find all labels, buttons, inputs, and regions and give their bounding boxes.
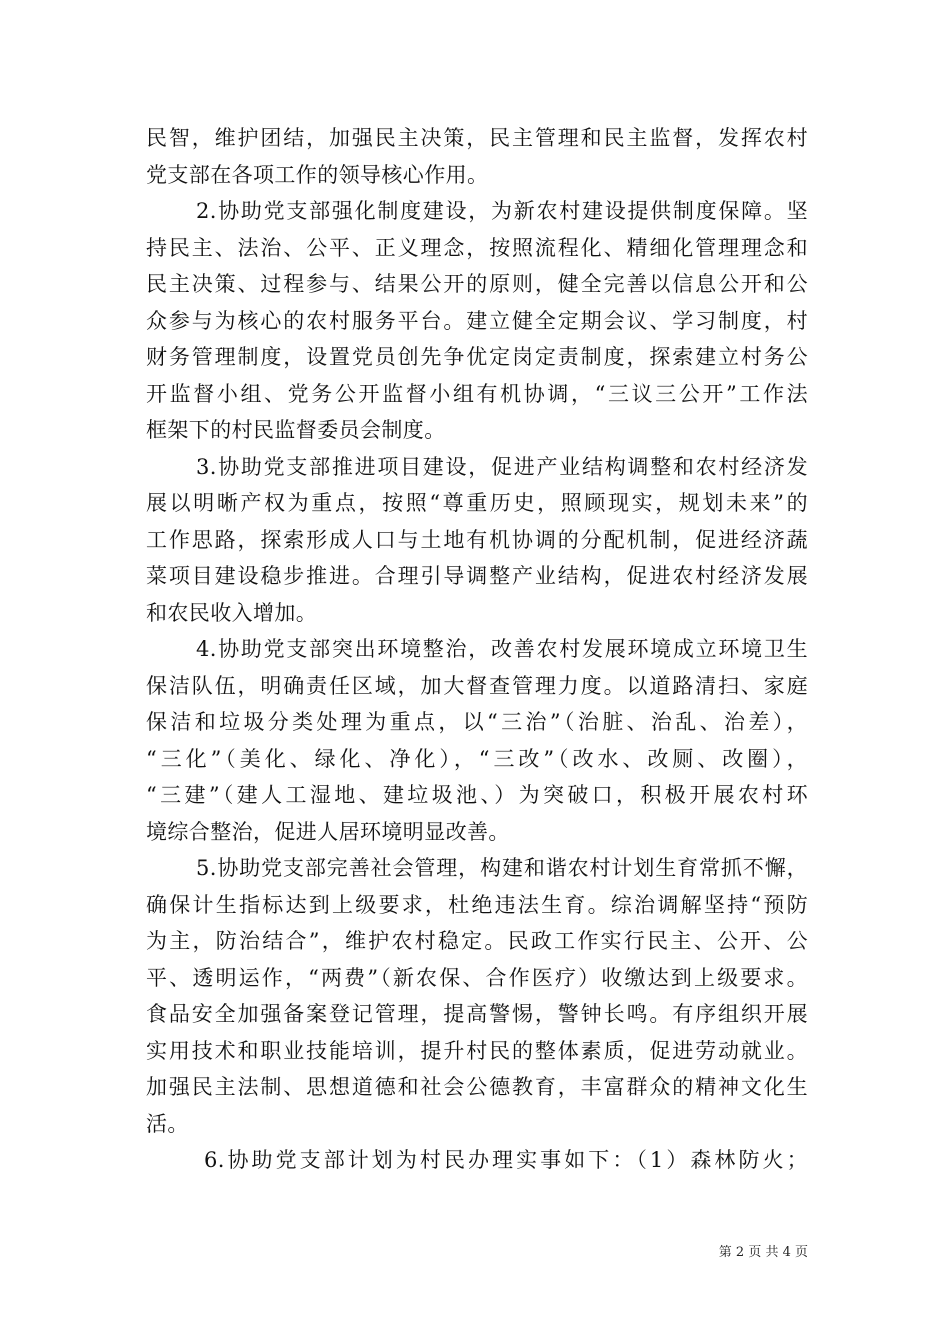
text-line: 6.协助党支部计划为村民办理实事如下：（1）森林防火； [204, 1148, 808, 1172]
text-line: 持民主、法治、公平、正义理念，按照流程化、精细化管理理念和 [146, 235, 808, 260]
text-line: 开监督小组、党务公开监督小组有机协调，“三议三公开”工作法 [146, 381, 808, 406]
text-line: 展以明晰产权为重点，按照“尊重历史，照顾现实，规划未来”的 [146, 491, 808, 515]
text-line: 食品安全加强备案登记管理，提高警惕，警钟长鸣。有序组织开展 [146, 1002, 808, 1026]
text-line: 民主决策、过程参与、结果公开的原则，健全完善以信息公开和公 [146, 272, 808, 296]
text-line: 平、透明运作，“两费”（新农保、合作医疗）收缴达到上级要求。 [146, 965, 808, 990]
text-line: “三建”（建人工湿地、建垃圾池、）为突破口，积极开展农村环 [146, 783, 808, 807]
text-line: 为主，防治结合”，维护农村稳定。民政工作实行民主、公开、公 [146, 929, 808, 953]
text-line: 5.协助党支部完善社会管理，构建和谐农村计划生育常抓不懈， [196, 856, 808, 880]
document-body [146, 120, 808, 1179]
page-number-footer: 第 2 页 共 4 页 [718, 1245, 808, 1260]
text-line: 3.协助党支部推进项目建设，促进产业结构调整和农村经济发 [196, 454, 808, 479]
text-line: 加强民主法制、思想道德和社会公德教育，丰富群众的精神文化生 [146, 1075, 808, 1099]
text-line: 2.协助党支部强化制度建设，为新农村建设提供制度保障。坚 [196, 199, 808, 223]
text-line: 4.协助党支部突出环境整治，改善农村发展环境成立环境卫生 [196, 637, 808, 661]
text-line: 保洁队伍，明确责任区域，加大督查管理力度。以道路清扫、家庭 [146, 673, 808, 698]
text-line: 工作思路，探索形成人口与土地有机协调的分配机制，促进经济蔬 [146, 527, 808, 552]
text-line: 实用技术和职业技能培训，提升村民的整体素质，促进劳动就业。 [146, 1038, 808, 1063]
text-line: 保洁和垃圾分类处理为重点，以“三治”（治脏、治乱、治差）， [146, 710, 808, 734]
text-line: “三化”（美化、绿化、净化），“三改”（改水、改厕、改圈）， [146, 746, 808, 771]
text-line: 确保计生指标达到上级要求，杜绝违法生育。综治调解坚持“预防 [146, 892, 808, 917]
text-line: 和农民收入增加。 [146, 600, 318, 625]
text-line: 活。 [146, 1111, 189, 1136]
text-line: 财务管理制度，设置党员创先争优定岗定责制度，探索建立村务公 [146, 345, 808, 369]
text-line: 框架下的村民监督委员会制度。 [146, 418, 446, 442]
text-line: 众参与为核心的农村服务平台。建立健全定期会议、学习制度，村 [146, 308, 808, 333]
text-line: 民智，维护团结，加强民主决策，民主管理和民主监督，发挥农村 [146, 126, 808, 150]
text-line: 党支部在各项工作的领导核心作用。 [146, 162, 489, 187]
text-line: 境综合整治，促进人居环境明显改善。 [146, 819, 510, 844]
text-line: 菜项目建设稳步推进。合理引导调整产业结构，促进农村经济发展 [146, 564, 808, 588]
